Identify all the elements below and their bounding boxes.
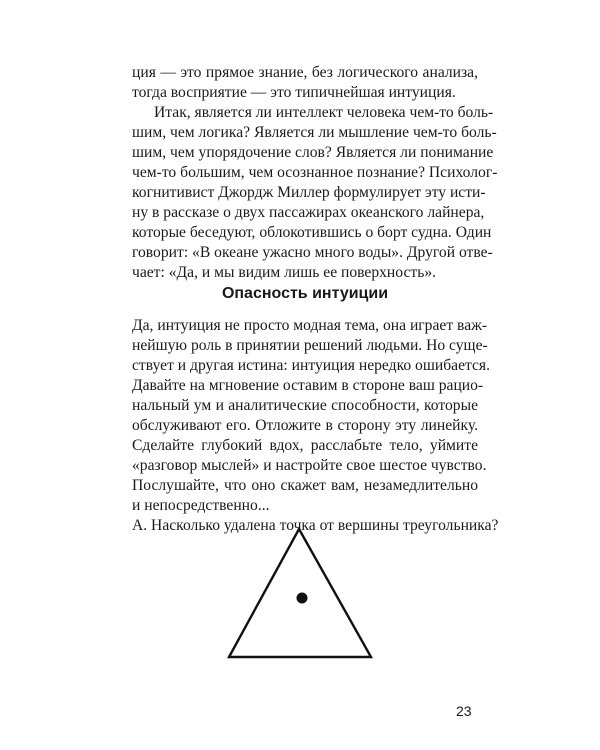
section-heading: Опасность интуиции [221,285,389,302]
text-line: Да, интуиция не просто модная тема, она играет важ- [132,317,488,334]
text-line: ция — это прямое знание, без логического анализа, [132,64,478,81]
text-line: которые беседуют, облокотившись о борт судна. Один [132,224,492,241]
page-number: 23 [456,703,472,719]
text-line: нальный ум и аналитические способности, которые [132,397,478,414]
text-line: чает: «Да, и мы видим лишь ее поверхность». [132,264,437,281]
text-line: шим, чем упорядочение слов? Является ли понимание [132,144,494,161]
text-line: Итак, является ли интеллект человека чем-то боль- [154,104,494,121]
text-line: Давайте на мгновение оставим в стороне ваш рацио- [132,377,484,394]
text-line: Сделайте глубокий вдох, расслабьте тело, уймите [132,437,478,454]
text-line: ну в рассказе о двух пассажирах океанского лайнера, [132,204,485,221]
text-line: Послушайте, что оно скажет вам, незамедлительно [132,477,478,494]
text-line: ствует и другая истина: интуиция нередко ошибается. [132,357,490,374]
text-line: тогда восприятие — это типичнейшая интуиция. [132,84,456,101]
text-line: чем-то большим, чем осознанное познание? Психолог- [132,164,498,181]
text-line: говорит: «В океане ужасно много воды». Другой отве- [132,244,493,261]
text-line: нейшую роль в принятии решений людьми. Но суще- [132,337,488,354]
text-line: шим, чем логика? Является ли мышление чем-то боль- [132,124,497,141]
text-line: А. Насколько удалена точка от вершины треугольника? [132,517,499,534]
dot-marker [297,593,308,604]
text-line: обслуживают его. Отложите в сторону эту линейку. [132,417,478,434]
text-line: когнитивист Джордж Миллер формулирует эту исти- [132,184,486,201]
text-line: «разговор мыслей» и настройте свое шестое чувство. [132,457,487,474]
text-line: и непосредственно... [132,497,270,514]
triangle-figure [225,524,375,662]
